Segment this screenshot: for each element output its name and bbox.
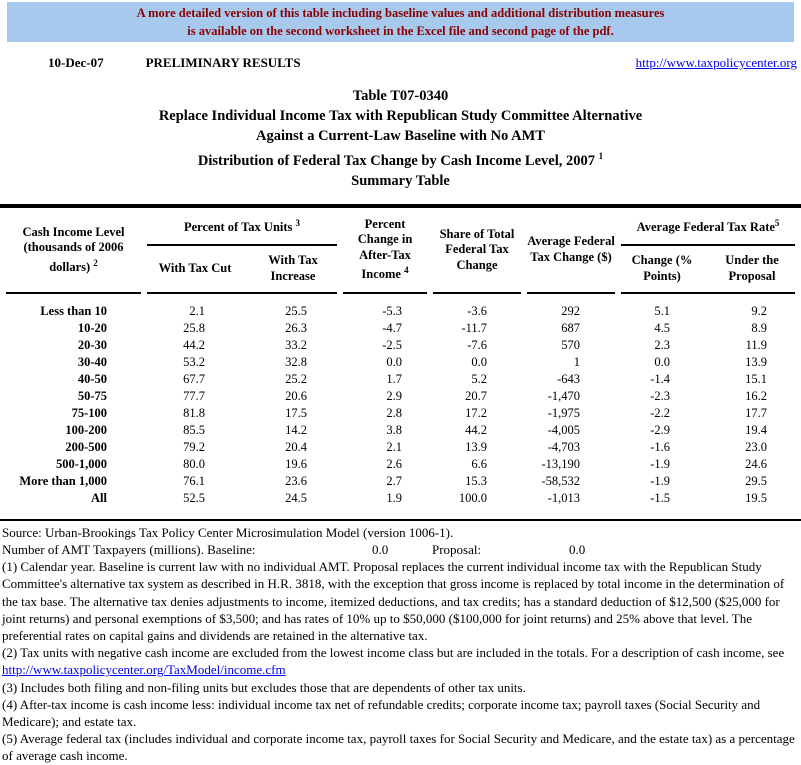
footnote-4: (4) After-tax income is cash income less: individual income tax net of refundable credits; corporate income tax; payroll taxes (Social Security and Medicare); and estate tax.	[2, 696, 761, 730]
cell: 44.2	[465, 422, 488, 437]
cell: 1	[573, 354, 581, 369]
cell: 6.6	[471, 456, 488, 471]
header-rate-change-points: Change (% Points)	[631, 253, 693, 283]
header-group-percent-of-tax-units: Percent of Tax Units $^3$	[147, 208, 337, 246]
footnote-ref-4: 4	[404, 265, 409, 276]
cell: -2.9	[650, 422, 671, 437]
table-row	[6, 473, 795, 490]
cell: 25.8	[183, 320, 205, 335]
cell: 33.2	[285, 337, 308, 352]
cell: 23.6	[285, 473, 308, 488]
cell: 80.0	[183, 456, 205, 471]
cell: 26.3	[285, 320, 308, 335]
cell: 29.5	[745, 473, 768, 488]
banner-line-1: A more detailed version of this table including baseline values and additional distribution measures	[136, 6, 665, 20]
footnote-ref-3: 3	[295, 218, 301, 228]
cell: 5.2	[471, 371, 488, 386]
table-row	[6, 371, 795, 388]
cell: 20.4	[285, 439, 308, 454]
amt-taxpayers-row	[2, 541, 799, 558]
cell: 0.0	[471, 354, 488, 369]
amt-proposal-label: Proposal:	[432, 542, 482, 558]
row-label: 10-20	[77, 320, 107, 335]
preliminary-results-label: PRELIMINARY RESULTS	[145, 55, 301, 70]
cell: 0.0	[654, 354, 671, 369]
title-line-4: Distribution of Federal Tax Change by Cash Income Level, 2007 $^1$	[197, 151, 604, 169]
cell: 3.8	[386, 422, 403, 437]
cell: 23.0	[745, 439, 768, 454]
cell: 2.6	[386, 456, 403, 471]
footnote-2-link-line	[2, 661, 799, 678]
income-definition-link[interactable]: http://www.taxpolicycenter.org/TaxModel/income.cfm	[2, 662, 286, 678]
cell: 1.7	[386, 371, 403, 386]
cell: 0.0	[386, 354, 403, 369]
cell: 1.9	[386, 490, 403, 505]
row-label: 50-75	[77, 388, 107, 403]
table-row	[6, 320, 795, 337]
cell: -4,703	[547, 439, 581, 454]
title-line-2: Replace Individual Income Tax with Republican Study Committee Alternative	[158, 108, 643, 124]
header-share-of-total-federal-tax-change: Share of Total Federal Tax Change	[439, 226, 515, 272]
row-label: More than 1,000	[19, 473, 107, 488]
cell: 32.8	[285, 354, 308, 369]
table-row	[6, 422, 795, 439]
amt-proposal-value: 0.0	[569, 542, 586, 558]
table-number-title: Table T07-0340	[352, 88, 449, 104]
taxpolicycenter-link[interactable]: http://www.taxpolicycenter.org	[635, 55, 797, 70]
cell: 19.4	[745, 422, 768, 437]
cell: 19.6	[285, 456, 308, 471]
row-label: 100-200	[65, 422, 107, 437]
header-average-federal-tax-change: Average Federal Tax Change ($)	[527, 234, 615, 264]
banner-line-2: is available on the second worksheet in the Excel file and second page of the pdf.	[187, 24, 614, 38]
cell: 13.9	[465, 439, 488, 454]
table-row	[6, 439, 795, 456]
distribution-table	[0, 208, 801, 507]
date-label: 10-Dec-07	[48, 55, 104, 70]
header-group-average-federal-tax-rate: Average Federal Tax Rate$^5$	[621, 208, 795, 246]
cell: -1,470	[547, 388, 581, 403]
cell: 81.8	[183, 405, 205, 420]
cell: -1.6	[650, 439, 671, 454]
cell: 17.2	[465, 405, 488, 420]
cell: -1.9	[650, 456, 671, 471]
cell: 11.9	[745, 337, 768, 352]
cell: -13,190	[541, 456, 581, 471]
cell: 15.3	[465, 473, 488, 488]
cell: 79.2	[183, 439, 205, 454]
table-bottom-rule	[0, 519, 801, 521]
cell: -1,975	[547, 405, 581, 420]
cell: -1,013	[547, 490, 581, 505]
amt-baseline-value: 0.0	[372, 542, 389, 558]
cell: 292	[561, 303, 581, 318]
cell: 100.0	[458, 490, 488, 505]
row-label: 30-40	[77, 354, 107, 369]
footnote-ref-1: 1	[598, 151, 604, 161]
cell: -2.5	[382, 337, 403, 352]
cell: 25.2	[285, 371, 308, 386]
cell: 76.1	[183, 473, 205, 488]
cell: -11.7	[461, 320, 488, 335]
cell: 4.5	[654, 320, 671, 335]
cell: 17.7	[745, 405, 768, 420]
table-row	[6, 405, 795, 422]
cell: 19.5	[745, 490, 768, 505]
cell: 85.5	[183, 422, 205, 437]
table-row	[6, 337, 795, 354]
cell: -1.5	[650, 490, 671, 505]
cell: 2.8	[386, 405, 403, 420]
cell: 77.7	[183, 388, 205, 403]
table-row	[6, 490, 795, 507]
cell: 44.2	[183, 337, 205, 352]
row-label: 500-1,000	[55, 456, 107, 471]
cell: 53.2	[183, 354, 205, 369]
title-line-5: Summary Table	[351, 172, 450, 189]
cell: 8.9	[751, 320, 768, 335]
cell: -643	[557, 371, 581, 386]
masthead	[2, 55, 797, 71]
cell: 2.3	[654, 337, 671, 352]
title-line-3: Against a Current-Law Baseline with No AMT	[256, 128, 545, 144]
row-label: All	[91, 490, 107, 505]
footnote-ref-5: 5	[774, 218, 780, 228]
footnote-1: (1) Calendar year. Baseline is current law with no individual AMT. Proposal replaces the current individual income tax with the Republican Study Committee's alternative tax system as described in H.R. 3818, with the exception that gross income is replaced by total income in the determination of the tax base. The alternative tax denies adjustments to income, itemized deductions, and tax credits; has a standard deduction of $12,500 ($25,000 for joint returns) and personal exemptions of $3,500; and has rates of 10% up to $50,000 ($100,000 for joint returns) and 25% above that level. The preferential rates on capital gains and dividends are retained in the alternative tax.	[2, 559, 785, 644]
cell: -5.3	[382, 303, 403, 318]
cell: 17.5	[285, 405, 308, 420]
footnote-ref-2: 2	[93, 257, 98, 268]
info-banner	[7, 2, 794, 42]
footer-notes	[0, 524, 799, 765]
cell: 13.9	[745, 354, 768, 369]
cell: -7.6	[467, 337, 488, 352]
cell: -3.6	[467, 303, 488, 318]
cell: 16.2	[745, 388, 768, 403]
title-block	[0, 86, 801, 191]
header-percent-change-after-tax-income: Percent Change in After-Tax Income $^4$	[357, 216, 413, 282]
cell: -1.4	[650, 371, 671, 386]
cell: -2.3	[650, 388, 671, 403]
row-label: 75-100	[71, 405, 107, 420]
cell: 2.7	[386, 473, 403, 488]
cell: -4.7	[382, 320, 403, 335]
cell: 20.6	[285, 388, 308, 403]
header-with-tax-increase: With Tax Increase	[268, 253, 318, 283]
cell: 687	[561, 320, 581, 335]
row-label: 200-500	[65, 439, 107, 454]
cell: 24.6	[745, 456, 768, 471]
row-label: 40-50	[77, 371, 107, 386]
spacer	[6, 294, 795, 303]
cell: 24.5	[285, 490, 308, 505]
cell: 15.1	[745, 371, 768, 386]
cell: 25.5	[285, 303, 308, 318]
cell: 570	[561, 337, 581, 352]
header-rate-under-proposal: Under the Proposal	[725, 253, 779, 283]
cell: 52.5	[183, 490, 205, 505]
footnote-2: (2) Tax units with negative cash income are excluded from the lowest income class but are included in the totals. For a description of cash income, see	[2, 645, 785, 661]
header-cash-income-level: Cash Income Level (thousands of 2006 dollars) $^2$	[22, 224, 125, 274]
cell: 67.7	[183, 371, 205, 386]
cell: 14.2	[285, 422, 308, 437]
row-label: 20-30	[77, 337, 107, 352]
table-row	[6, 456, 795, 473]
table-row	[6, 303, 795, 320]
amt-baseline-label: Number of AMT Taxpayers (millions). Baseline:	[2, 542, 256, 558]
cell: -58,532	[541, 473, 581, 488]
cell: -4,005	[547, 422, 581, 437]
cell: 2.1	[189, 303, 205, 318]
cell: 2.1	[386, 439, 403, 454]
cell: 9.2	[751, 303, 768, 318]
row-label: Less than 10	[40, 303, 107, 318]
cell: 5.1	[654, 303, 671, 318]
cell: -2.2	[650, 405, 671, 420]
cell: 20.7	[465, 388, 488, 403]
cell: -1.9	[650, 473, 671, 488]
footnote-3: (3) Includes both filing and non-filing units but excludes those that are dependents of other tax units.	[2, 679, 526, 695]
header-with-tax-cut: With Tax Cut	[158, 261, 232, 276]
table-row	[6, 388, 795, 405]
source-line: Source: Urban-Brookings Tax Policy Center Microsimulation Model (version 1006-1).	[2, 524, 454, 540]
table-row	[6, 354, 795, 371]
footnote-5: (5) Average federal tax (includes individual and corporate income tax, payroll taxes for Social Security and Medicare, and the estate tax) as a percentage of average cash income.	[2, 731, 795, 764]
cell: 2.9	[386, 388, 403, 403]
